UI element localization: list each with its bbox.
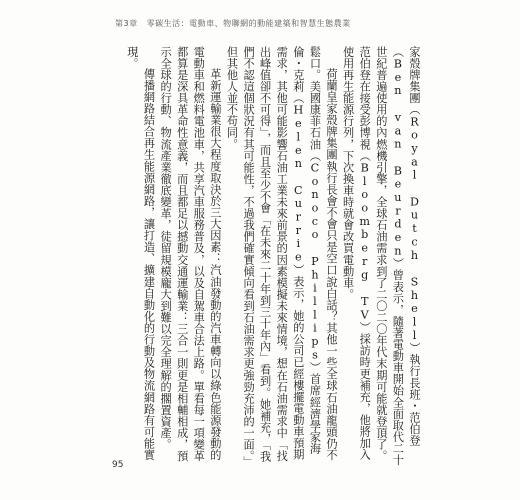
- body-text: [123, 46, 422, 466]
- chapter-label: 第3章: [115, 19, 138, 28]
- paragraph-2: 荷蘭皇家殼牌集團執行長會不會只是空口說白話？其他一些全球石油龍頭仍不鬆口。美國康菲石油（Conoco Phillips）首席經濟學家海倫・克莉（Helen Currie）表示，她的公司已經樓擺電動車預期需求，其他可能影響石油工業未來前景的因素模擬未來情境，想在石油需求中「找出峰值卻不可得」，而且至少不會「在未來二十年到三十年內」看到。她補充，「我們不認這個狀況有其可能性，不過我們確實傾向看到石油需求更強勁充沛的一面。」但其他人並不苟同。: [225, 46, 339, 463]
- page-number: 95: [112, 460, 124, 470]
- paragraph-4: 傳播網路結合再生能源網路，讓打造、擴建自動化的行動及物流網路有可能實現。: [125, 46, 156, 462]
- paragraph-3: 革新運輸業很大程度取決於三大因素：汽油發動的汽車轉向以綠色能源發動的電動車和燃料電池車，共享汽車服務普及，以及自駕車合法上路。單看每一項變革都算是深具革命性意義，而且都足以撼動交通運輸業：三合一則更是相輔相成，預示全球的行動、物流產業徹底變革，徒留規模龐大到難以完全理解的擱置資產。: [159, 46, 222, 462]
- chapter-title: 零碳生活：電動車、物聯網的動能建築和智慧生態農業: [146, 19, 351, 28]
- running-header: [115, 18, 351, 29]
- paragraph-1: 家殼牌集團（Royal Dutch Shell）執行長班・范伯登（Ben van Beurden）曾表示，隨著電動車開始全面取代二十世紀普遍使用的內燃機引擎，全球石油需求到了二〇二〇年代末期可能就登頂了。范伯登在接受彭博視（Bloomberg TV）採訪時更補充，他將加入使用再生能源行列，下次換車時就會改買電動車。: [341, 46, 421, 466]
